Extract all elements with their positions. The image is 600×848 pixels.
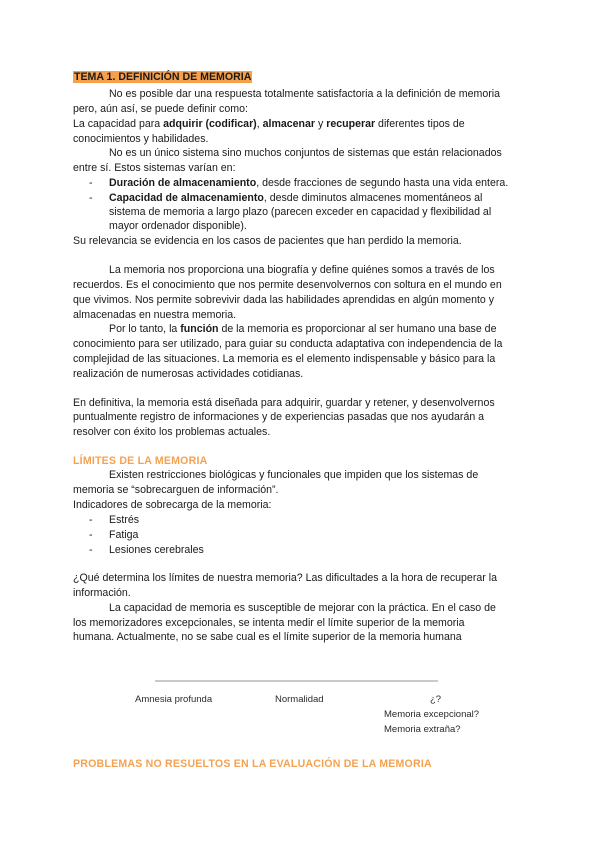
paragraph-line: pero, aún así, se puede definir como: [73,103,248,115]
paragraph-line: Indicadores de sobrecarga de la memoria: [73,499,272,511]
paragraph-line: En definitiva, la memoria está diseñada para adquirir, guardar y retener, y desenvolvernos [73,397,495,409]
bullet-dash: - [89,544,93,556]
scale-label-right: Memoria extraña? [384,724,461,735]
paragraph-line: No es un único sistema sino muchos conjuntos de sistemas que están relacionados [109,147,502,159]
bullet-dash: - [89,529,93,541]
scale-label-left: Amnesia profunda [135,694,213,705]
list-item: Fatiga [109,529,139,541]
section-heading: PROBLEMAS NO RESUELTOS EN LA EVALUACIÓN DE LA MEMORIA [73,758,432,770]
bullet-dash: - [89,177,93,189]
paragraph-line: complejidad de las situaciones. La memoria es el elemento indispensable y básico para la [73,353,496,365]
list-item: Duración de almacenamiento, desde fracciones de segundo hasta una vida entera. [109,177,509,189]
paragraph-line: humana. Actualmente, no se sabe cual es el límite superior de la memoria humana [73,631,462,643]
scale-label-right: Memoria excepcional? [384,709,480,720]
paragraph-line: Su relevancia se evidencia en los casos de pacientes que han perdido la memoria. [73,235,462,247]
paragraph-line: que vivimos. Nos permite sobrevivir dada las habilidades aprendidas en algún momento y [73,294,495,306]
list-item: Estrés [109,514,140,526]
paragraph-line: realización de numerosas actividades cotidianas. [73,368,304,380]
bullet-dash: - [89,192,93,204]
bullet-dash: - [89,514,93,526]
list-item: Capacidad de almacenamiento, desde diminutos almacenes momentáneos al [109,192,483,204]
memory-scale-line [155,680,438,682]
paragraph-line: resolver con éxito los problemas actuales. [73,426,271,438]
paragraph-line: conocimientos y habilidades. [73,133,209,145]
list-item-continued: sistema de memoria a largo plazo (parecen exceder en capacidad y flexibilidad al [109,206,492,218]
paragraph-line: Existen restricciones biológicas y funcionales que impiden que los sistemas de [109,469,479,481]
paragraph-line: La capacidad para adquirir (codificar), almacenar y recuperar diferentes tipos de [73,118,465,130]
section-title: TEMA 1. DEFINICIÓN DE MEMORIA [74,71,252,83]
section-heading: LÍMITES DE LA MEMORIA [73,455,208,467]
scale-label-middle: Normalidad [275,694,324,705]
paragraph-line: conocimiento para ser utilizado, para guiar su conducta adaptativa con independencia de la [73,338,503,350]
paragraph-line: memoria se “sobrecarguen de información”. [73,484,279,496]
paragraph-line: recuerdos. Es el conocimiento que nos permite desenvolvernos con soltura en el mundo en [73,279,502,291]
paragraph-line: información. [73,587,131,599]
paragraph-line: puntualmente registro de informaciones y de experiencias pasadas que nos ayudarán a [73,411,485,423]
paragraph-line: ¿Qué determina los límites de nuestra memoria? Las dificultades a la hora de recuperar la [73,572,497,584]
paragraph-line: La memoria nos proporciona una biografía y define quiénes somos a través de los [109,264,495,276]
paragraph-line: entre sí. Estos sistemas varían en: [73,162,236,174]
paragraph-line: No es posible dar una respuesta totalmente satisfactoria a la definición de memoria [109,88,501,100]
paragraph-line: los memorizadores excepcionales, se intenta medir el límite superior de la memoria [73,617,465,629]
paragraph-line: almacenadas en nuestra memoria. [73,309,237,321]
paragraph-line: Por lo tanto, la función de la memoria es proporcionar al ser humano una base de [109,323,497,335]
paragraph-line: La capacidad de memoria es susceptible de mejorar con la práctica. En el caso de [109,602,496,614]
list-item: Lesiones cerebrales [109,544,204,556]
list-item-continued: mayor ordenador disponible). [109,220,247,232]
scale-label-question: ¿? [430,694,442,705]
